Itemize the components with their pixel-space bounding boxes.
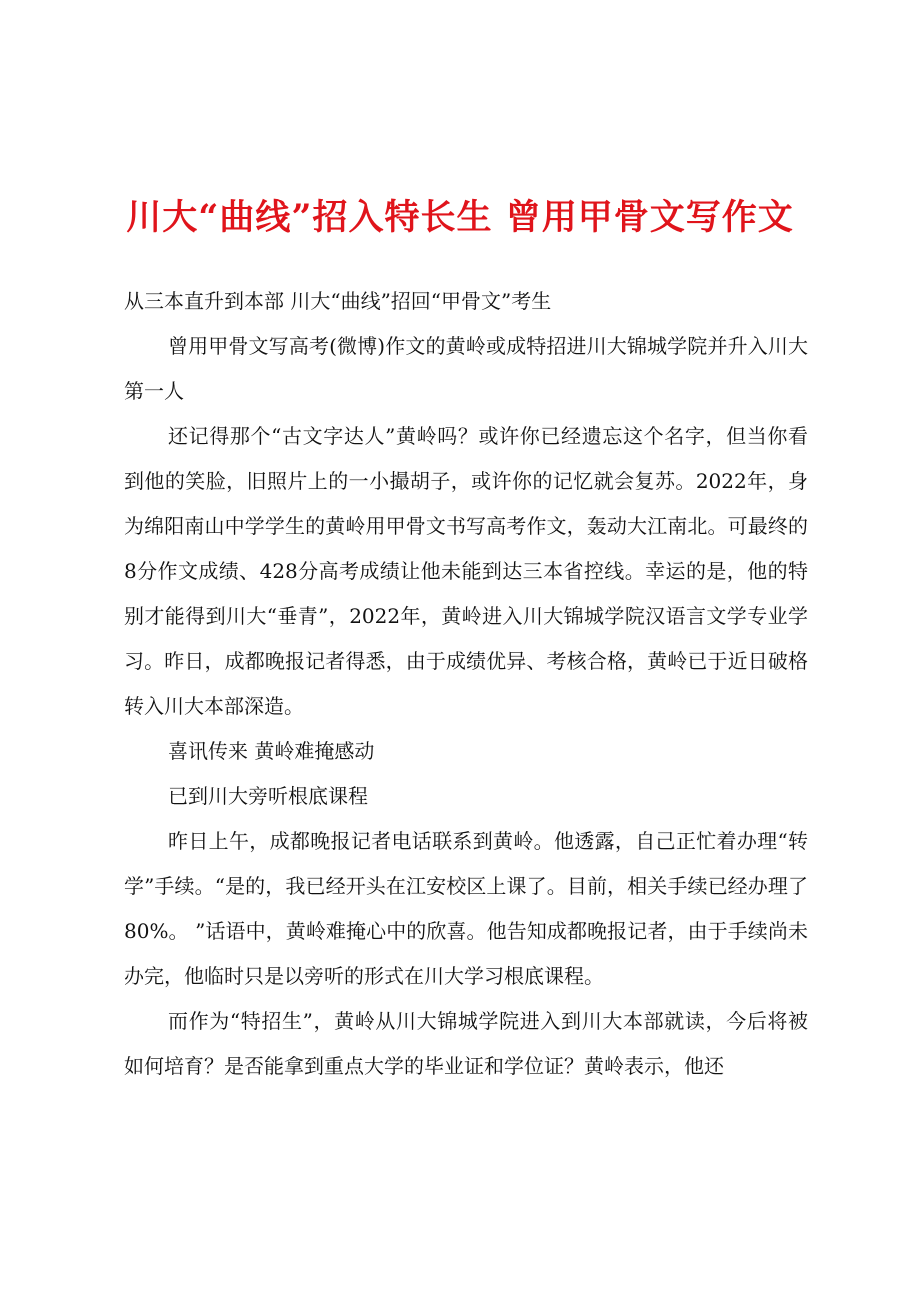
subheadline: 从三本直升到本部 川大“曲线”招回“甲骨文”考生 xyxy=(124,289,552,313)
section-heading: 已到川大旁听根底课程 xyxy=(168,784,368,808)
deck-paragraph: 曾用甲骨文写高考(微博)作文的黄岭或成特招进川大锦城学院并升入川大第一人 xyxy=(124,334,808,403)
body-paragraph: 昨日上午，成都晚报记者电话联系到黄岭。他透露，自己正忙着办理“转学”手续。“是的，我已经开头在江安校区上课了。目前，相关手续已经办理了80%。 ”话语中，黄岭难掩心中的欣喜。他告知成都晚报记者，由于手续尚未办完，他临时只是以旁听的形式在川大学习根底课程。 xyxy=(124,829,808,988)
section-heading: 喜讯传来 黄岭难掩感动 xyxy=(168,739,375,763)
article-title: 川大“曲线”招入特长生 曾用甲骨文写作文 xyxy=(126,197,794,238)
body-paragraph: 还记得那个“古文字达人”黄岭吗？或许你已经遗忘这个名字，但当你看到他的笑脸，旧照片上的一小撮胡子，或许你的记忆就会复苏。2022年，身为绵阳南山中学学生的黄岭用甲骨文书写高考作文，轰动大江南北。可最终的8分作文成绩、428分高考成绩让他未能到达三本省控线。幸运的是，他的特别才能得到川大“垂青”，2022年，黄岭进入川大锦城学院汉语言文学专业学习。昨日，成都晚报记者得悉，由于成绩优异、考核合格，黄岭已于近日破格转入川大本部深造。 xyxy=(124,424,808,718)
body-paragraph: 而作为“特招生”，黄岭从川大锦城学院进入到川大本部就读，今后将被如何培育？是否能拿到重点大学的毕业证和学位证？黄岭表示，他还 xyxy=(124,1009,808,1078)
article-body xyxy=(124,279,808,1089)
